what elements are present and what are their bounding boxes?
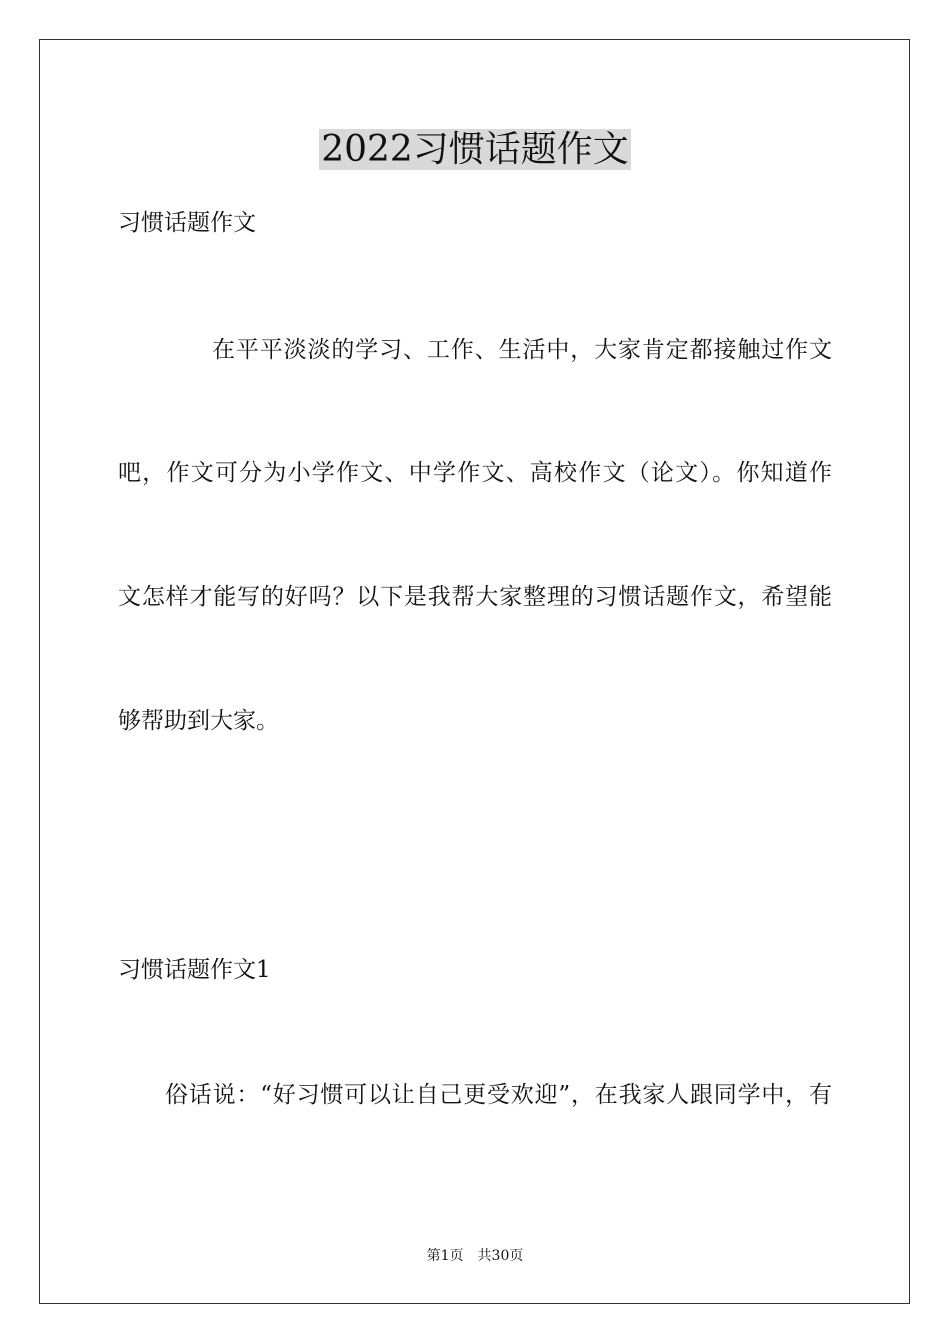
paragraph-line-3: 文怎样才能写的好吗？以下是我帮大家整理的习惯话题作文，希望能 <box>118 584 832 610</box>
paragraph-line-2: 吧，作文可分为小学作文、中学作文、高校作文（论文）。你知道作 <box>118 460 832 486</box>
document-subtitle: 习惯话题作文 <box>118 210 256 236</box>
page-number: 第1页 <box>426 1248 464 1264</box>
paragraph-line-4: 够帮助到大家。 <box>118 708 279 734</box>
page-total: 共30页 <box>477 1248 524 1264</box>
paragraph-line-1: 在平平淡淡的学习、工作、生活中，大家肯定都接触过作文 <box>212 337 832 363</box>
section-heading: 习惯话题作文1 <box>118 957 271 983</box>
document-title-text: 2022习惯话题作文 <box>321 129 629 170</box>
section-paragraph-line-1: 俗话说：“好习惯可以让自己更受欢迎”，在我家人跟同学中，有 <box>165 1082 832 1108</box>
document-title <box>0 128 950 172</box>
page-footer <box>0 1247 950 1265</box>
